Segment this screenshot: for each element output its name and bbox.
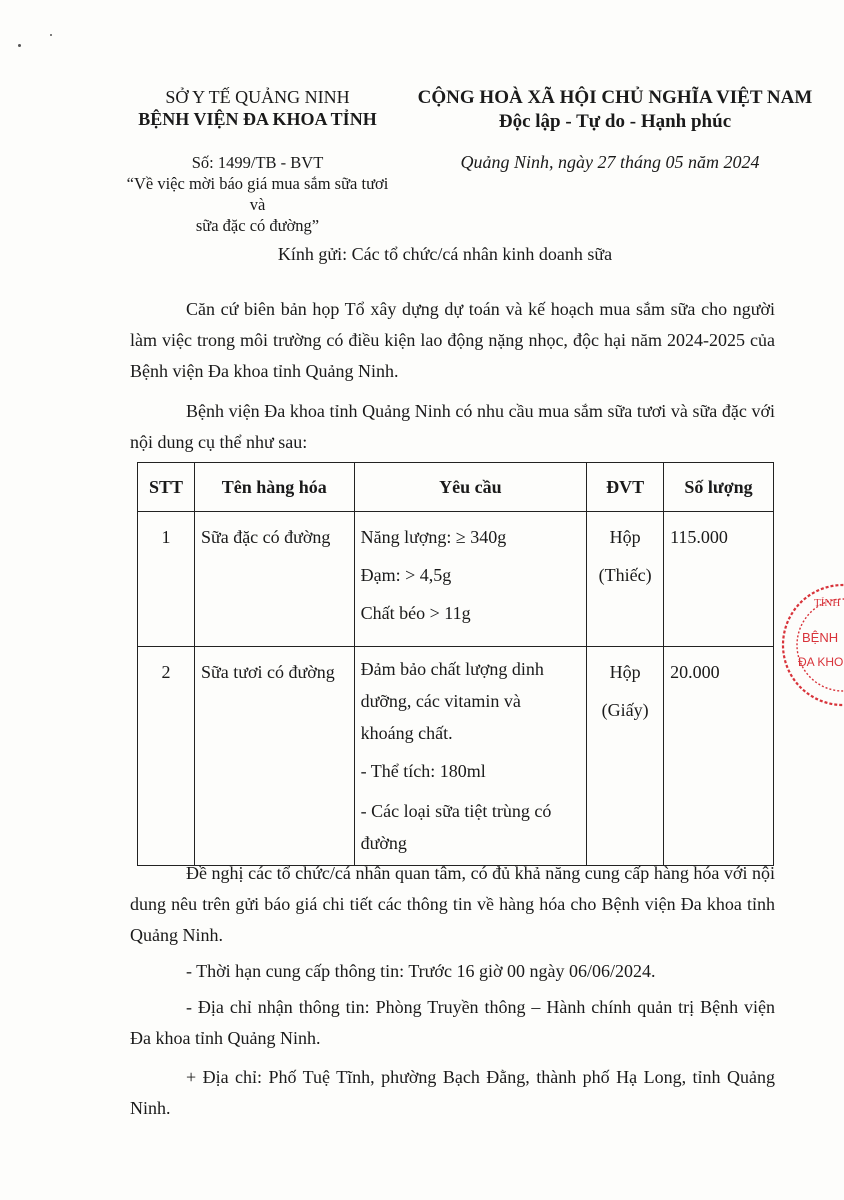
issuing-agency [120,86,395,130]
requirement-line: - Thể tích: 180ml [360,761,486,781]
motto: Độc lập - Tự do - Hạnh phúc [498,111,732,132]
unit-line: (Thiếc) [598,565,652,585]
paragraph-deadline-text: - Thời hạn cung cấp thông tin: Trước 16 giờ 00 ngày 06/06/2024. [186,961,656,981]
paragraph-receiver-text: - Địa chỉ nhận thông tin: Phòng Truyền thông – Hành chính quản trị Bệnh viện Đa khoa tỉnh Quảng Ninh. [130,997,775,1048]
subject-line-2: sữa đặc có đường” [195,216,320,235]
unit-line: Hộp [609,662,641,682]
scan-speck [50,34,52,36]
cell-quantity: 20.000 [664,647,774,866]
header-unit: ĐVT [587,463,664,512]
cell-unit [587,647,664,866]
requirement-line: Năng lượng: ≥ 340g [360,527,507,547]
table-header-row [138,463,774,512]
stamp-text-top: TỈNH [814,597,841,609]
date-line: Quảng Ninh, ngày 27 tháng 05 năm 2024 [460,152,760,172]
agency-line1: SỞ Y TẾ QUẢNG NINH [165,87,350,107]
cell-quantity: 115.000 [664,512,774,647]
scan-speck [18,44,21,47]
national-motto [405,86,825,134]
header-name: Tên hàng hóa [194,463,354,512]
table-row [138,647,774,866]
cell-unit [587,512,664,647]
stamp-text-2: ĐA KHO [798,655,844,669]
requirement-line: đường [360,833,407,853]
requirement-line: dưỡng, các vitamin và [360,691,521,711]
paragraph-need-text: Bệnh viện Đa khoa tỉnh Quảng Ninh có nhu cầu mua sắm sữa tươi và sữa đặc với nội dung cụ thể như sau: [130,401,775,452]
paragraph-request [130,858,775,951]
unit-line: Hộp [609,527,641,547]
paragraph-address [130,1062,775,1124]
cell-requirement [354,512,587,647]
requirement-line: Đảm bảo chất lượng dinh [360,659,544,679]
paragraph-deadline [130,956,775,987]
header-stt: STT [138,463,195,512]
stamp-inner-ring [797,599,844,691]
header-quantity: Số lượng [664,463,774,512]
paragraph-need [130,396,775,458]
goods-table [137,462,774,866]
requirement-line: khoáng chất. [360,723,453,743]
requirement-line: - Các loại sữa tiệt trùng có [360,801,552,821]
paragraph-basis-text: Căn cứ biên bản họp Tổ xây dựng dự toán và kế hoạch mua sắm sữa cho người làm việc trong môi trường có điều kiện lao động nặng nhọc, độc hại năm 2024-2025 của Bệnh viện Đa khoa tỉnh Quảng Ninh. [130,299,775,381]
cell-stt: 1 [138,512,195,647]
stamp-text-1: BỆNH [802,630,839,645]
table-row [138,512,774,647]
cell-requirement [354,647,587,866]
cell-name: Sữa đặc có đường [194,512,354,647]
unit-line: (Giấy) [601,700,649,720]
cell-stt: 2 [138,647,195,866]
requirement-line: Chất béo > 11g [360,603,471,623]
paragraph-request-text: Đề nghị các tổ chức/cá nhân quan tâm, có đủ khả năng cung cấp hàng hóa với nội dung nêu trên gửi báo giá chi tiết các thông tin về hàng hóa cho Bệnh viện Đa khoa tỉnh Quảng Ninh. [130,863,775,945]
doc-number: Số: 1499/TB - BVT [191,153,324,172]
paragraph-receiver [130,992,775,1054]
country-name: CỘNG HOÀ XÃ HỘI CHỦ NGHĨA VIỆT NAM [417,87,813,108]
agency-line2: BỆNH VIỆN ĐA KHOA TỈNH [138,109,377,129]
recipient-line: Kính gửi: Các tổ chức/cá nhân kinh doanh sữa [277,244,613,264]
paragraph-address-text: + Địa chỉ: Phố Tuệ Tĩnh, phường Bạch Đằng, thành phố Hạ Long, tỉnh Quảng Ninh. [130,1067,775,1118]
doc-number-block [120,152,395,236]
subject-line-1: “Về việc mời báo giá mua sắm sữa tươi và [126,174,389,214]
requirement-line: Đạm: > 4,5g [360,565,452,585]
paragraph-basis [130,294,775,387]
header-requirement: Yêu cầu [354,463,587,512]
cell-name: Sữa tươi có đường [194,647,354,866]
red-seal-stamp [778,580,844,710]
